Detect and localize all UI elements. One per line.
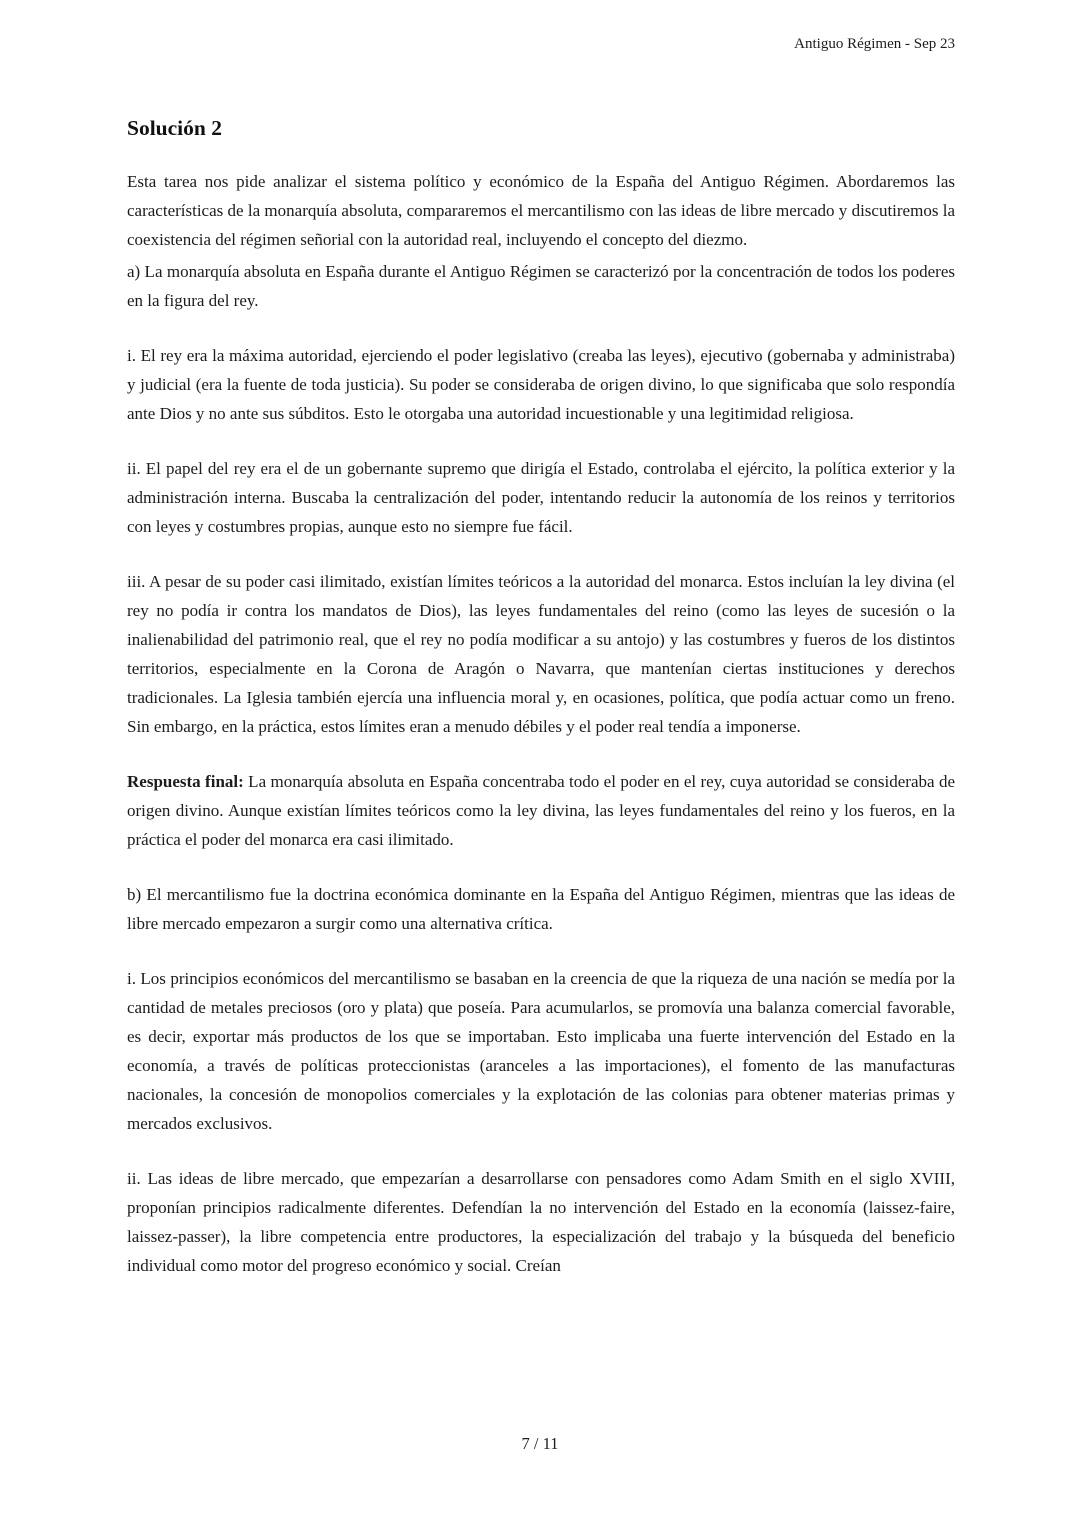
page-number — [0, 1434, 1080, 1454]
paragraph-intro: Esta tarea nos pide analizar el sistema político y económico de la España del Antiguo Régimen. Abordaremos las características de la monarquía absoluta, compararemos el mercantilismo con las ideas de libre mercado y discutiremos la coexistencia del régimen señorial con la autoridad real, incluyendo el concepto del diezmo. — [127, 172, 955, 249]
running-header — [127, 36, 955, 53]
paragraph-section-b: b) El mercantilismo fue la doctrina económica dominante en la España del Antiguo Régimen, mientras que las ideas de libre mercado empezaron a surgir como una alternativa crítica. — [127, 885, 955, 933]
document-content — [127, 116, 955, 1283]
page-number-text: 7 / 11 — [521, 1434, 559, 1453]
final-answer-label: Respuesta final: — [127, 772, 244, 791]
paragraph-b-point-i: i. Los principios económicos del mercantilismo se basaban en la creencia de que la riqueza de una nación se medía por la cantidad de metales preciosos (oro y plata) que poseía. Para acumularlos, se promovía una balanza comercial favorable, es decir, exportar más productos de los que se importaban. Esto implicaba una fuerte intervención del Estado en la economía, a través de políticas proteccionistas (aranceles a las importaciones), el fomento de las manufacturas nacionales, la concesión de monopolios comerciales y la explotación de las colonias para obtener materias primas y mercados exclusivos. — [127, 969, 955, 1133]
paragraph-a-point-i: i. El rey era la máxima autoridad, ejerciendo el poder legislativo (creaba las leyes), ejecutivo (gobernaba y administraba) y judicial (era la fuente de toda justicia). Su poder se consideraba de origen divino, lo que significaba que solo respondía ante Dios y no ante sus súbditos. Esto le otorgaba una autoridad incuestionable y una legitimidad religiosa. — [127, 346, 955, 423]
paragraph-final-answer — [127, 767, 955, 854]
header-text: Antiguo Régimen - Sep 23 — [794, 36, 955, 52]
paragraph-a-point-ii: ii. El papel del rey era el de un gobernante supremo que dirigía el Estado, controlaba el ejército, la política exterior y la administración interna. Buscaba la centralización del poder, intentando reducir la autonomía de los reinos y territorios con leyes y costumbres propias, aunque esto no siempre fue fácil. — [127, 459, 955, 536]
paragraph-b-point-ii: ii. Las ideas de libre mercado, que empezarían a desarrollarse con pensadores como Adam Smith en el siglo XVIII, proponían principios radicalmente diferentes. Defendían la no intervención del Estado en la economía (laissez-faire, laissez-passer), la libre competencia entre productores, la especialización del trabajo y la búsqueda del beneficio individual como motor del progreso económico y social. Creían — [127, 1169, 955, 1275]
final-answer-text: La monarquía absoluta en España concentraba todo el poder en el rey, cuya autoridad se consideraba de origen divino. Aunque existían límites teóricos como la ley divina, las leyes fundamentales del reino y los fueros, en la práctica el poder del monarca era casi ilimitado. — [127, 772, 955, 849]
paragraph-a-point-iii: iii. A pesar de su poder casi ilimitado, existían límites teóricos a la autoridad del monarca. Estos incluían la ley divina (el rey no podía ir contra los mandatos de Dios), las leyes fundamentales del reino (como las leyes de sucesión o la inalienabilidad del patrimonio real, que el rey no podía modificar a su antojo) y las costumbres y fueros de los distintos territorios, especialmente en la Corona de Aragón o Navarra, que mantenían ciertas instituciones y derechos tradicionales. La Iglesia también ejercía una influencia moral y, en ocasiones, política, que podía actuar como un freno. Sin embargo, en la práctica, estos límites eran a menudo débiles y el poder real tendía a imponerse. — [127, 572, 955, 736]
page-title: Solución 2 — [127, 116, 222, 140]
paragraph-section-a: a) La monarquía absoluta en España durante el Antiguo Régimen se caracterizó por la concentración de todos los poderes en la figura del rey. — [127, 262, 955, 310]
